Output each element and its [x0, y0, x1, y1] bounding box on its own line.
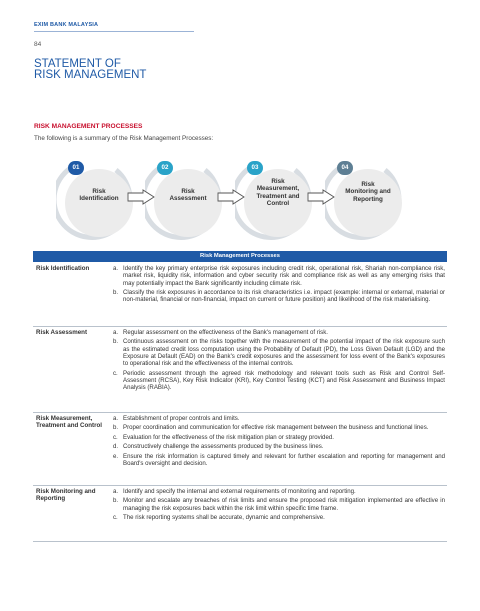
list-item: [113, 497, 445, 512]
title-line-2: RISK MANAGEMENT: [34, 69, 147, 81]
item-letter: a.: [113, 265, 119, 272]
step-2-number: 02: [157, 161, 173, 175]
table-row: [33, 326, 447, 413]
item-letter: a.: [113, 488, 119, 495]
table-row: [33, 412, 447, 486]
section-heading: RISK MANAGEMENT PROCESSES: [34, 123, 143, 130]
row-items: [113, 488, 445, 524]
step-1-number: 01: [68, 161, 84, 175]
item-letter: c.: [113, 369, 118, 377]
list-item: [113, 453, 445, 468]
step-3-line-4: Control: [266, 200, 290, 208]
item-text: Establishment of proper controls and limits.: [123, 415, 240, 422]
page-header: [0, 0, 480, 36]
step-1-line-1: Risk: [92, 188, 106, 195]
list-item: [113, 370, 445, 392]
item-letter: b.: [113, 338, 119, 346]
list-item: [113, 514, 445, 521]
item-text: Classify the risk exposures in accordance to its risk characteristics i.e. impact (example: internal or external, material or non-material, financial or non-financial, impact on current or future position) and likelihood of the risk materialising.: [123, 289, 445, 304]
table-row: [33, 262, 447, 327]
item-letter: a.: [113, 415, 119, 422]
list-item: [113, 424, 445, 431]
item-text: Identify the key primary enterprise risk exposures including credit risk, operational risk, Shariah non-compliance risk, market risk, liquidity risk, information and cyber security risk and compliance risk as well as any emerging risks that may potentially impact the Bank significantly including climate risk.: [123, 265, 445, 287]
step-4-line-1: Risk: [361, 181, 375, 188]
step-2-line-1: Risk: [181, 188, 195, 195]
step-3-label: [248, 178, 308, 208]
item-text: Regular assessment on the effectiveness of the Bank's management of risk.: [123, 329, 328, 336]
step-3-line-1: Risk: [271, 178, 285, 185]
page-title: [34, 59, 146, 81]
header-rule: [34, 31, 194, 32]
list-item: [113, 338, 445, 367]
page-number: 84: [34, 41, 42, 48]
step-2-line-2: Assessment: [169, 195, 207, 203]
row-label: Risk Monitoring and Reporting: [36, 488, 96, 503]
row-label: Risk Assessment: [36, 329, 88, 336]
list-item: [113, 329, 445, 336]
list-item: [113, 488, 445, 495]
step-4-label: [338, 181, 398, 203]
item-letter: b.: [113, 289, 119, 297]
item-letter: d.: [113, 443, 119, 451]
row-label: Risk Measurement, Treatment and Control: [36, 415, 103, 430]
step-1-label: [69, 188, 129, 203]
item-text: Proper coordination and communication for effective risk management between the business and functional lines.: [123, 424, 429, 432]
table-row: [33, 485, 447, 542]
list-item: [113, 415, 445, 422]
row-items: [113, 415, 445, 470]
step-4-number: 04: [337, 161, 353, 175]
table-header: Risk Management Processes: [33, 251, 447, 262]
step-3-line-3: Treatment and: [256, 192, 300, 200]
list-item: [113, 265, 445, 287]
list-item: [113, 434, 445, 441]
item-letter: a.: [113, 329, 119, 336]
item-text: Ensure the risk information is captured timely and relevant for further escalation and reporting for management and Board's oversight and decision.: [123, 452, 445, 468]
title-line-1: STATEMENT OF: [34, 58, 121, 70]
step-4-line-3: Reporting: [353, 195, 383, 203]
arrow-right-icon: [307, 189, 335, 205]
step-3-number: 03: [247, 161, 263, 175]
item-letter: c.: [113, 433, 118, 441]
item-text: Continuous assessment on the risks together with the measurement of the potential impact of the risk exposure such as the estimated credit loss computation using the Probability of Default (PD), the Loss Given Default (LGD) and the Exposure at Default (EAD) on the Bank's credit exposures and the assessment for loss event of the Bank's exposures to operational risk and the effectiveness of the internal controls.: [123, 338, 445, 368]
step-3-line-2: Measurement,: [256, 185, 300, 193]
item-letter: b.: [113, 424, 119, 432]
arrow-right-icon: [127, 189, 155, 205]
item-text: The risk reporting systems shall be accurate, dynamic and comprehensive.: [123, 514, 325, 522]
item-letter: c.: [113, 514, 118, 522]
step-2-label: [158, 188, 218, 203]
intro-text: The following is a summary of the Risk Management Processes:: [34, 135, 214, 142]
item-letter: e.: [113, 452, 119, 460]
bank-name: EXIM BANK MALAYSIA: [34, 22, 99, 28]
arrow-right-icon: [217, 189, 245, 205]
row-items: [113, 329, 445, 394]
item-text: Constructively challenge the assessments produced by the business lines.: [123, 443, 324, 451]
process-step-4: [325, 160, 411, 246]
item-letter: b.: [113, 497, 119, 505]
row-items: [113, 265, 445, 306]
item-text: Evaluation for the effectiveness of the risk mitigation plan or strategy provided.: [123, 433, 334, 441]
list-item: [113, 443, 445, 450]
item-text: Identify and specify the internal and external requirements of monitoring and reporting.: [123, 488, 356, 495]
item-text: Periodic assessment through the agreed risk methodology and relevant tools such as Risk and Control Self-Assessment (RCSA), Key Risk Indicator (KRI), Key Control Testing (KCT) and Risk Assessment and Business Impact Analysis (RABIA).: [123, 369, 445, 392]
row-label: Risk Identification: [36, 265, 90, 272]
step-4-line-2: Monitoring and: [345, 188, 391, 196]
list-item: [113, 289, 445, 304]
item-text: Monitor and escalate any breaches of risk limits and ensure the proposed risk mitigation implemented are effective in managing the risk exposures back within the risk limit within specific time frame.: [123, 497, 445, 512]
step-1-line-2: Identification: [79, 195, 119, 203]
